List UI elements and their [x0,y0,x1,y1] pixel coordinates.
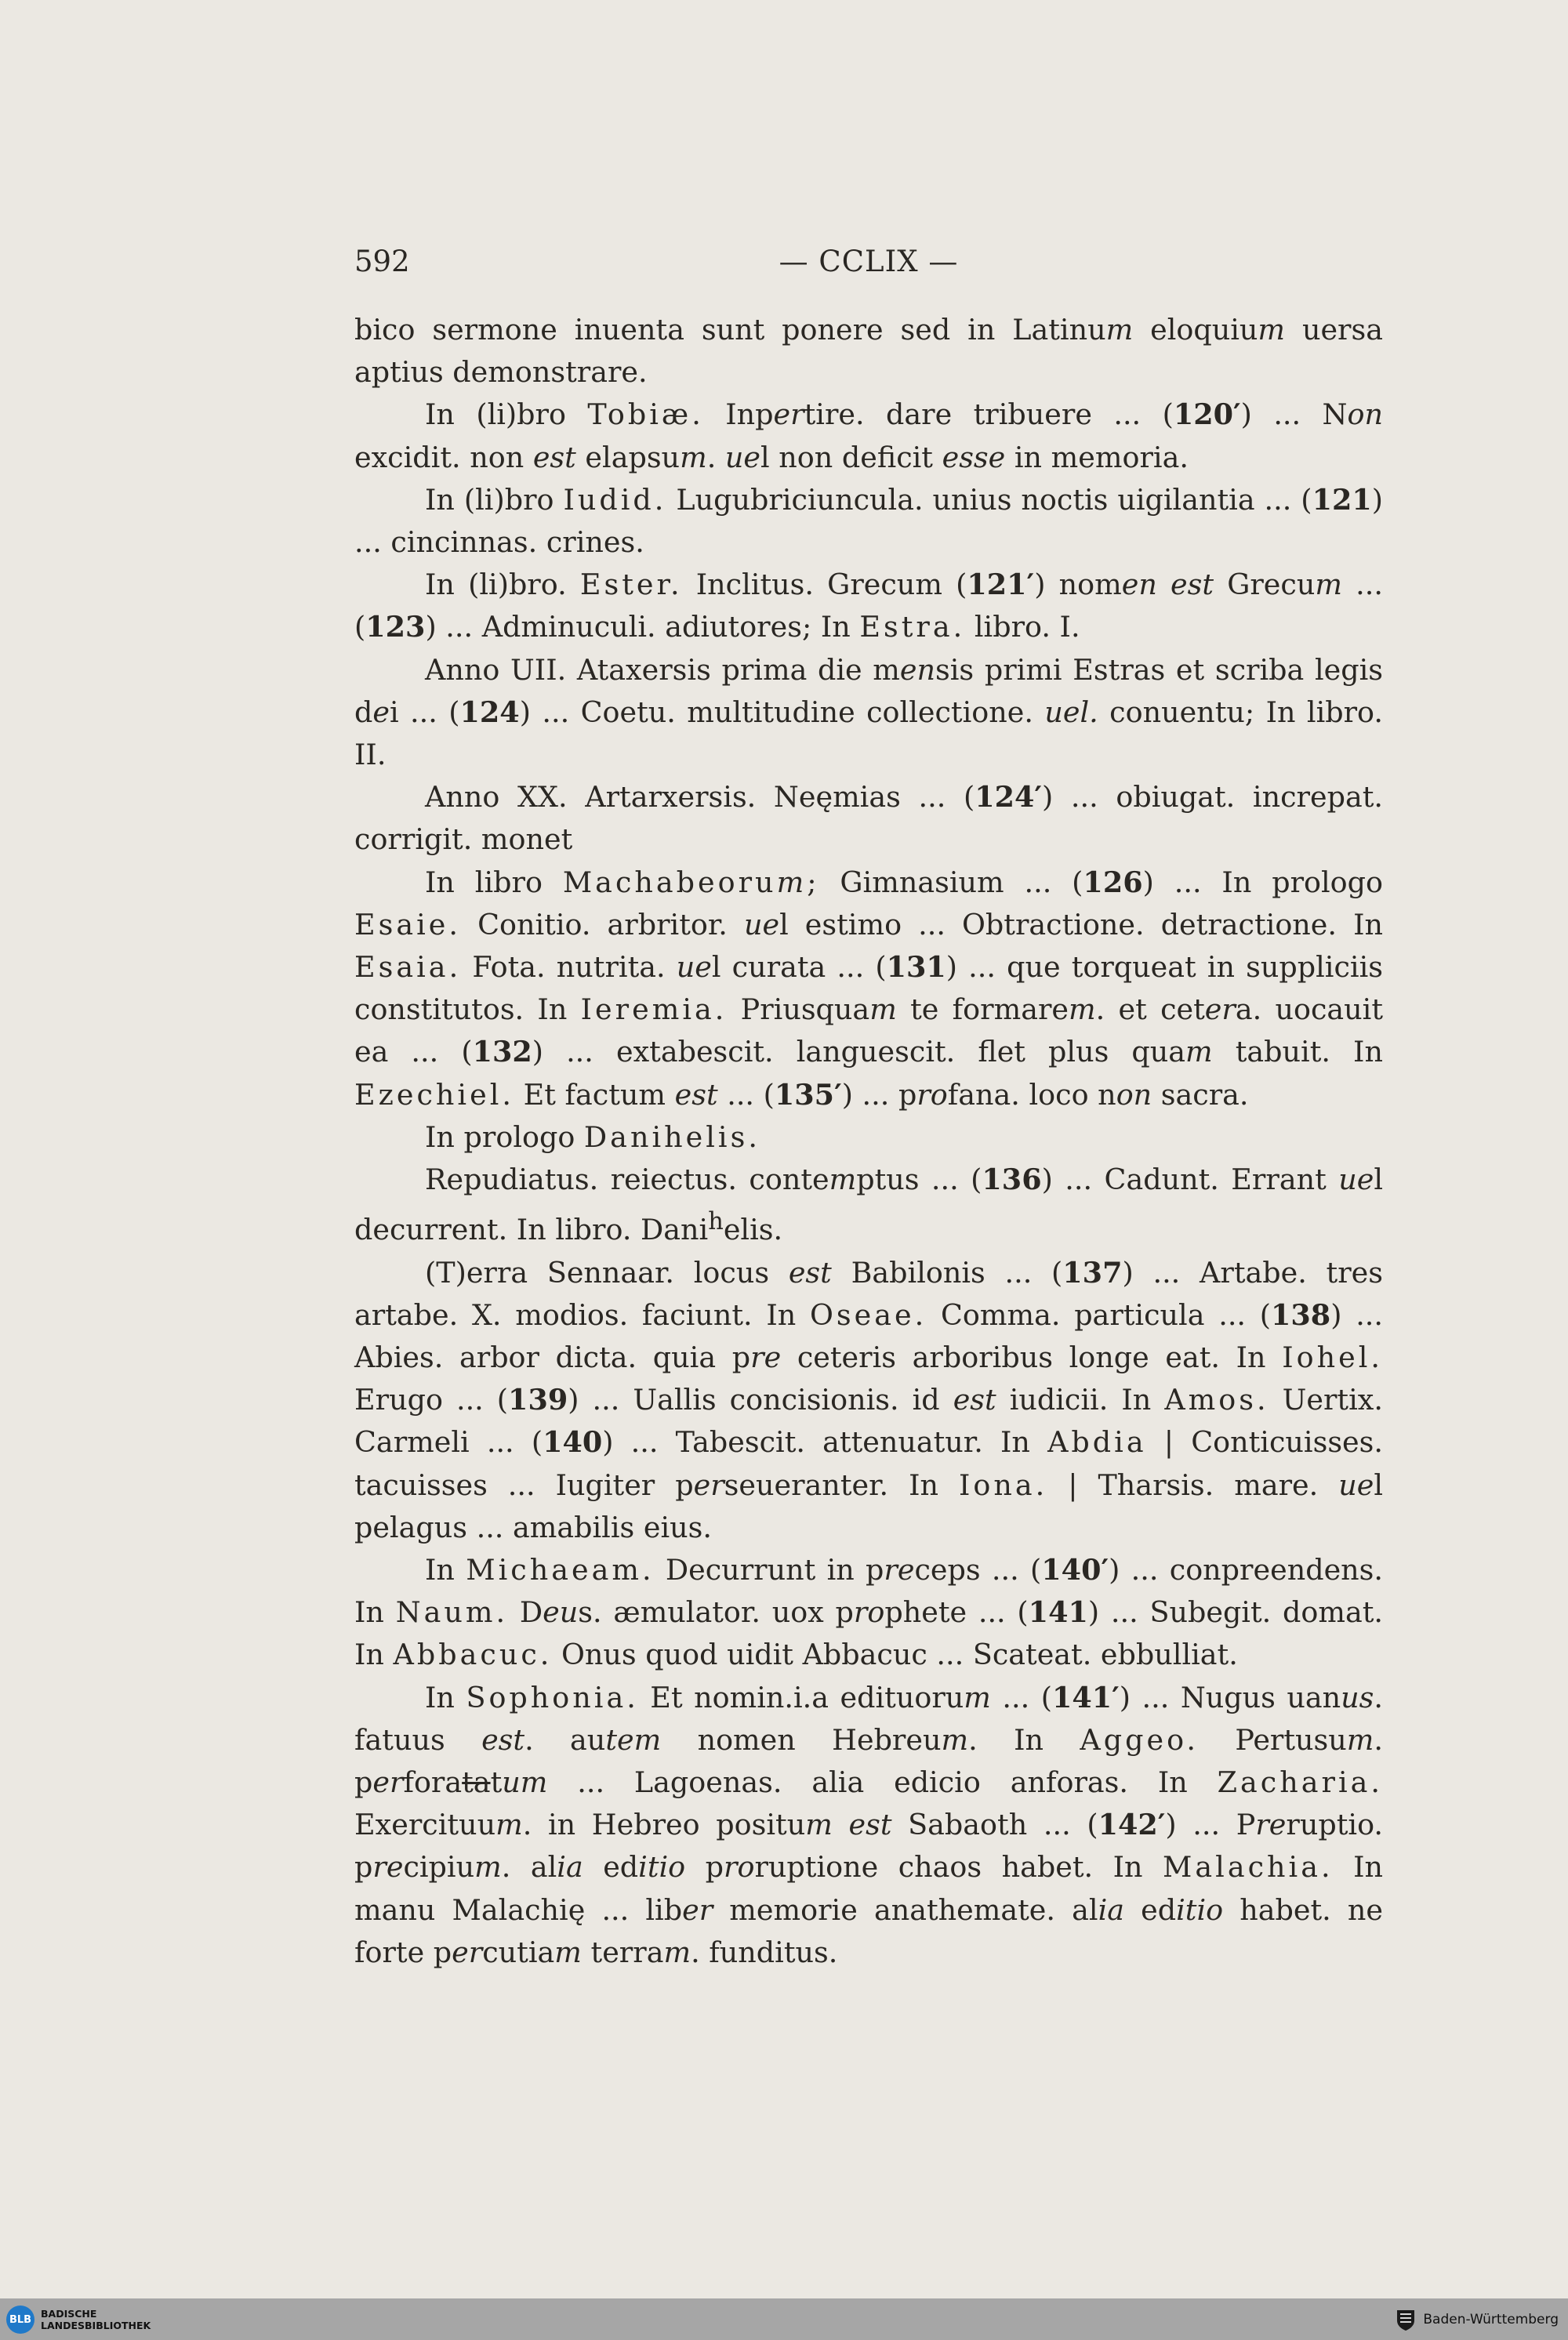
paragraph: In libro Machabeorum; Gimnasium ... (126) ... In prologo Esaie. Conitio. arbritor. uel estimo ... Obtractione. detractione. In Esaia. Fota. nutrita. uel curata ... (131) ... que torqueat in suppliciis constitutos. In Ieremia. Priusquam te formarem. et cetera. uocauit ea ... (132) ... extabescit. languescit. flet plus quam tabuit. In Ezechiel. Et factum est ... (135′) ... profana. loco non sacra. [354,865,1384,1112]
coat-of-arms-icon [1395,2308,1417,2331]
body-text [354,309,1383,1974]
paragraph: Anno XX. Artarxersis. Neęmias ... (124′) ... obiugat. increpat. corrigit. monet [354,780,1383,857]
library-name-line1: BADISCHE [41,2308,97,2320]
paragraph: Anno UII. Ataxersis prima die mensis primi Estras et scriba legis dei ... (124) ... Coetu. multitudine collectione. uel. conuentu; In libro. II. [354,652,1383,772]
paragraph: Repudiatus. reiectus. contemptus ... (136) ... Cadunt. Errant uel decurrent. In libro. Dani$^h$elis. [354,1163,1383,1247]
blb-logo-icon: BLB [6,2306,34,2334]
paragraph: In (li)bro Tobiæ. Inpertire. dare tribuere ... (120′) ... Non excidit. non est elapsum. uel non deficit esse in memoria. [354,397,1383,474]
paragraph: (T)erra Sennaar. locus est Babilonis ... (137) ... Artabe. tres artabe. X. modios. faciunt. In Oseae. Comma. particula ... (138) ... Abies. arbor dicta. quia pre ceteris arboribus longe eat. In Iohel. Erugo ... (139) ... Uallis concisionis. id est iudicii. In Amos. Uertix. Carmeli ... (140) ... Tabescit. attenuatur. In Abdia | Conticuisses. tacuisses ... Iugiter perseueranter. In Iona. | Tharsis. mare. uel pelagus ... amabilis eius. [354,1255,1384,1544]
page-header [354,245,1383,284]
paragraph: In (li)bro. Ester. Inclitus. Grecum (121′) nomen est Grecum ... (123) ... Adminuculi. adiutores; In Estra. libro. I. [354,568,1383,644]
library-logo[interactable] [6,2306,151,2334]
page-number: 592 [354,245,410,278]
paragraph: In Sophonia. Et nomin.i.a edituorum ... (141′) ... Nugus uanus. fatuus est. autem nomen Hebreum. In Aggeo. Pertusum. perforatatum ... Lagoenas. alia edicio anforas. In Zacharia. Exercituum. in Hebreo positum est Sabaoth ... (142′) ... Preruptio. precipium. alia editio proruptione chaos habet. In Malachia. In manu Malachię ... liber memorie anathemate. alia editio habet. ne forte percutiam terram. funditus. [354,1680,1384,1969]
state-name: Baden-Württemberg [1423,2312,1559,2327]
running-title: — CCLIX — [779,245,959,278]
footer-bar [0,2298,1568,2340]
paragraph: In prologo Danihelis. [425,1119,760,1154]
paragraph: In Michaeam. Decurrunt in preceps ... (140′) ... conpreendens. In Naum. Deus. æmulator. uox prophete ... (141) ... Subegit. domat. In Abbacuc. Onus quod uidit Abbacuc ... Scateat. ebbulliat. [354,1553,1384,1672]
library-name-line2: LANDESBIBLIOTHEK [41,2320,151,2331]
paragraph: bico sermone inuenta sunt ponere sed in Latinum eloquium uersa aptius demonstrare. [354,313,1383,390]
library-name [41,2308,151,2331]
state-logo[interactable] [1395,2308,1559,2331]
paragraph: In (li)bro Iudid. Lugubriciuncula. unius noctis uigilantia ... (121) ... cincinnas. crines. [354,482,1384,560]
